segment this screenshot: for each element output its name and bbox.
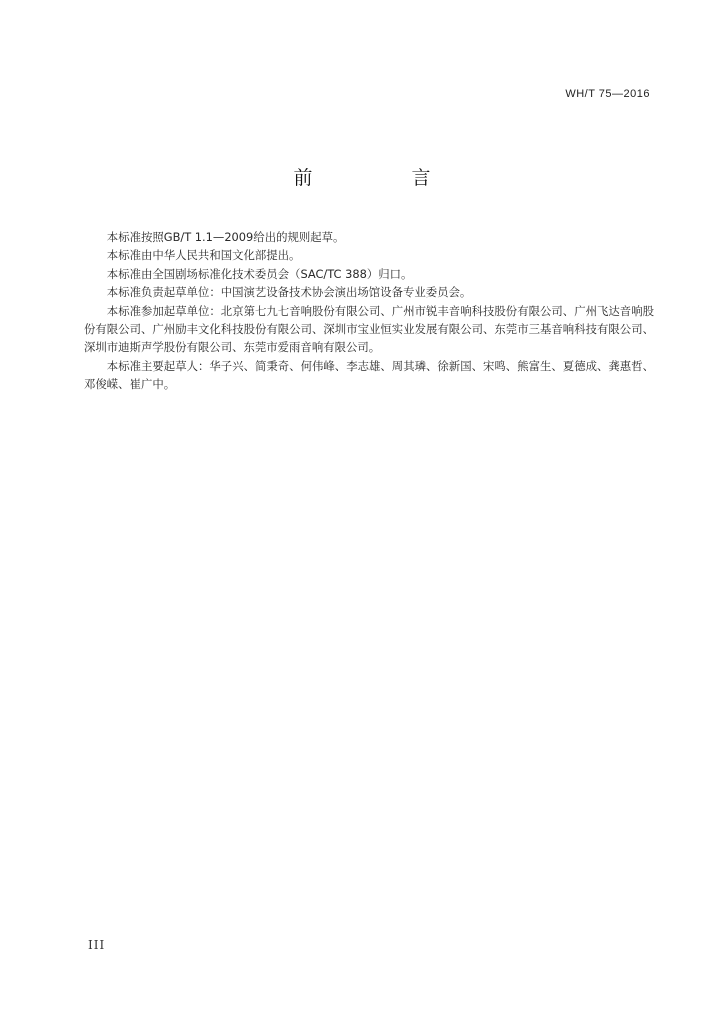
standard-code: WH/T 75—2016 [565,88,650,100]
page-number: III [88,938,106,952]
paragraph-participating-drafters: 本标准参加起草单位：北京第七九七音响股份有限公司、广州市锐丰音响科技股份有限公司、广州飞达音响股份有限公司、广州励丰文化科技股份有限公司、深圳市宝业恒实业发展有限公司、东莞市三基音响科技有限公司、深圳市迪斯声学股份有限公司、东莞市爱雨音响有限公司。 [84,303,654,355]
paragraph-administrator: 本标准由全国剧场标准化技术委员会（SAC/TC 388）归口。 [106,266,413,281]
paragraph-main-drafters: 本标准主要起草人：华子兴、简秉奇、何伟峰、李志雄、周其璘、徐新国、宋鸣、熊富生、夏德成、龚惠哲、邓俊嵘、崔广中。 [84,358,654,392]
paragraph-lead-drafter: 本标准负责起草单位：中国演艺设备技术协会演出场馆设备专业委员会。 [106,285,472,300]
paragraph-proposer: 本标准由中华人民共和国文化部提出。 [106,248,301,263]
paragraph-drafting-rules: 本标准按照GB/T 1.1—2009给出的规则起草。 [106,230,345,244]
page-title: 前 言 [293,167,471,189]
preface-body [84,228,654,394]
